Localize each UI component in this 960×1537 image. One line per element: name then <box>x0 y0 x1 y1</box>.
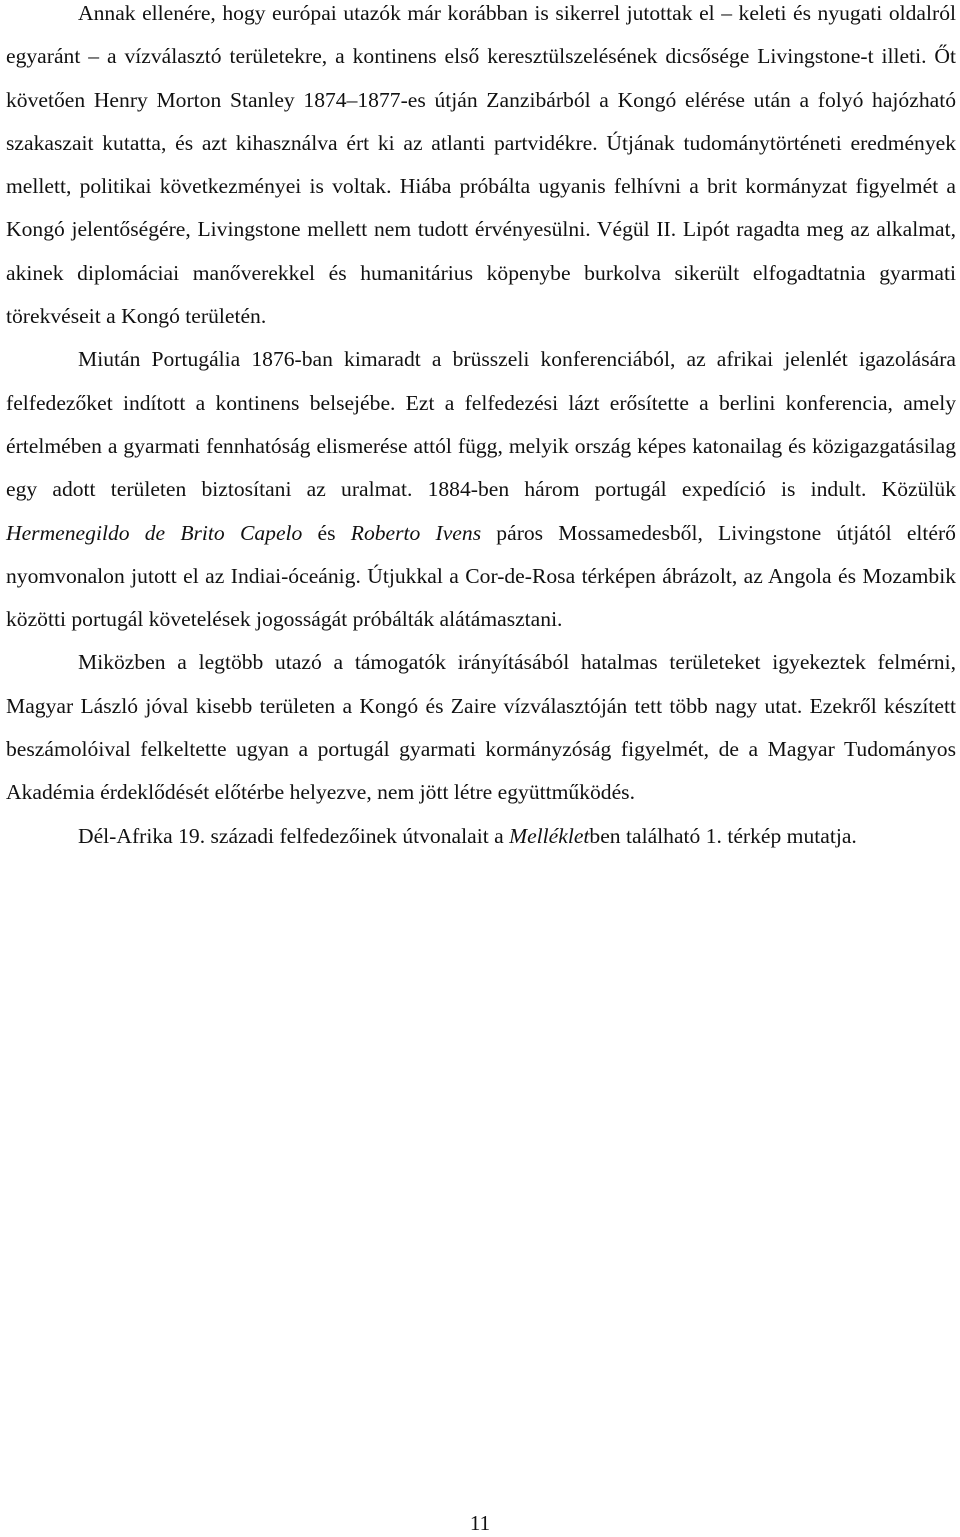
paragraph-4-text-a: Dél-Afrika 19. századi felfedezőinek útvonalait a <box>78 823 510 848</box>
page-number: 11 <box>469 1511 491 1535</box>
paragraph-2-text-b: és <box>302 520 351 545</box>
paragraph-1 <box>6 0 956 338</box>
person-name-capelo: Hermenegildo de Brito Capelo <box>6 520 303 545</box>
paragraph-2-text-a: Miután Portugália 1876-ban kimaradt a brüsszeli konferenciából, az afrikai jelenlét igazolására felfedezőket indított a kontinens belsejébe. Ezt a felfedezési lázt erősítette a berlini konferencia, amely értelmében a gyarmati fennhatóság elismerése attól függ, melyik ország képes katonailag és közigazgatásilag egy adott területen biztosítani az uralmat. 1884-ben három portugál expedíció is indult. Közülük <box>6 347 956 502</box>
paragraph-2-text-c: páros Mossamedesből, Livingstone útjától eltérő nyomvonalon jutott el az Indiai-óceánig. Útjukkal a Cor-de-Rosa térképen ábrázolt, az Angola és Mozambik közötti portugál követelések jogosságát próbálták alátámasztani. <box>6 520 956 632</box>
document-page <box>6 0 956 858</box>
paragraph-4 <box>6 815 956 858</box>
appendix-reference: Melléklet <box>509 823 590 848</box>
paragraph-3 <box>6 641 956 814</box>
paragraph-3-text: Miközben a legtöbb utazó a támogatók irányításából hatalmas területeket igyekeztek felmérni, Magyar László jóval kisebb területen a Kongó és Zaire vízválasztóján tett több nagy utat. Ezekről készített beszámolóival felkeltette ugyan a portugál gyarmati kormányzóság figyelmét, de a Magyar Tudományos Akadémia érdeklődését előtérbe helyezve, nem jött létre együttműködés. <box>6 650 956 805</box>
paragraph-4-text-b: ben található 1. térkép mutatja. <box>589 823 857 848</box>
person-name-ivens: Roberto Ivens <box>350 520 482 545</box>
paragraph-2 <box>6 338 956 641</box>
paragraph-1-text: Annak ellenére, hogy európai utazók már korábban is sikerrel jutottak el – keleti és nyugati oldalról egyaránt – a vízválasztó területekre, a kontinens első keresztülszelésének dicsősége Livingstone-t illeti. Őt követően Henry Morton Stanley 1874–1877-es útján Zanzibárból a Kongó elérése után a folyó hajózható szakaszait kutatta, és azt kihasználva ért ki az atlanti partvidékre. Útjának tudománytörténeti eredmények mellett, politikai következményei is voltak. Hiába próbálta ugyanis felhívni a brit kormányzat figyelmét a Kongó jelentőségére, Livingstone mellett nem tudott érvényesülni. Végül II. Lipót ragadta meg az alkalmat, akinek diplomáciai manőverekkel és humanitárius köpenybe burkolva sikerült elfogadtatnia gyarmati törekvéseit a Kongó területén. <box>6 1 956 329</box>
